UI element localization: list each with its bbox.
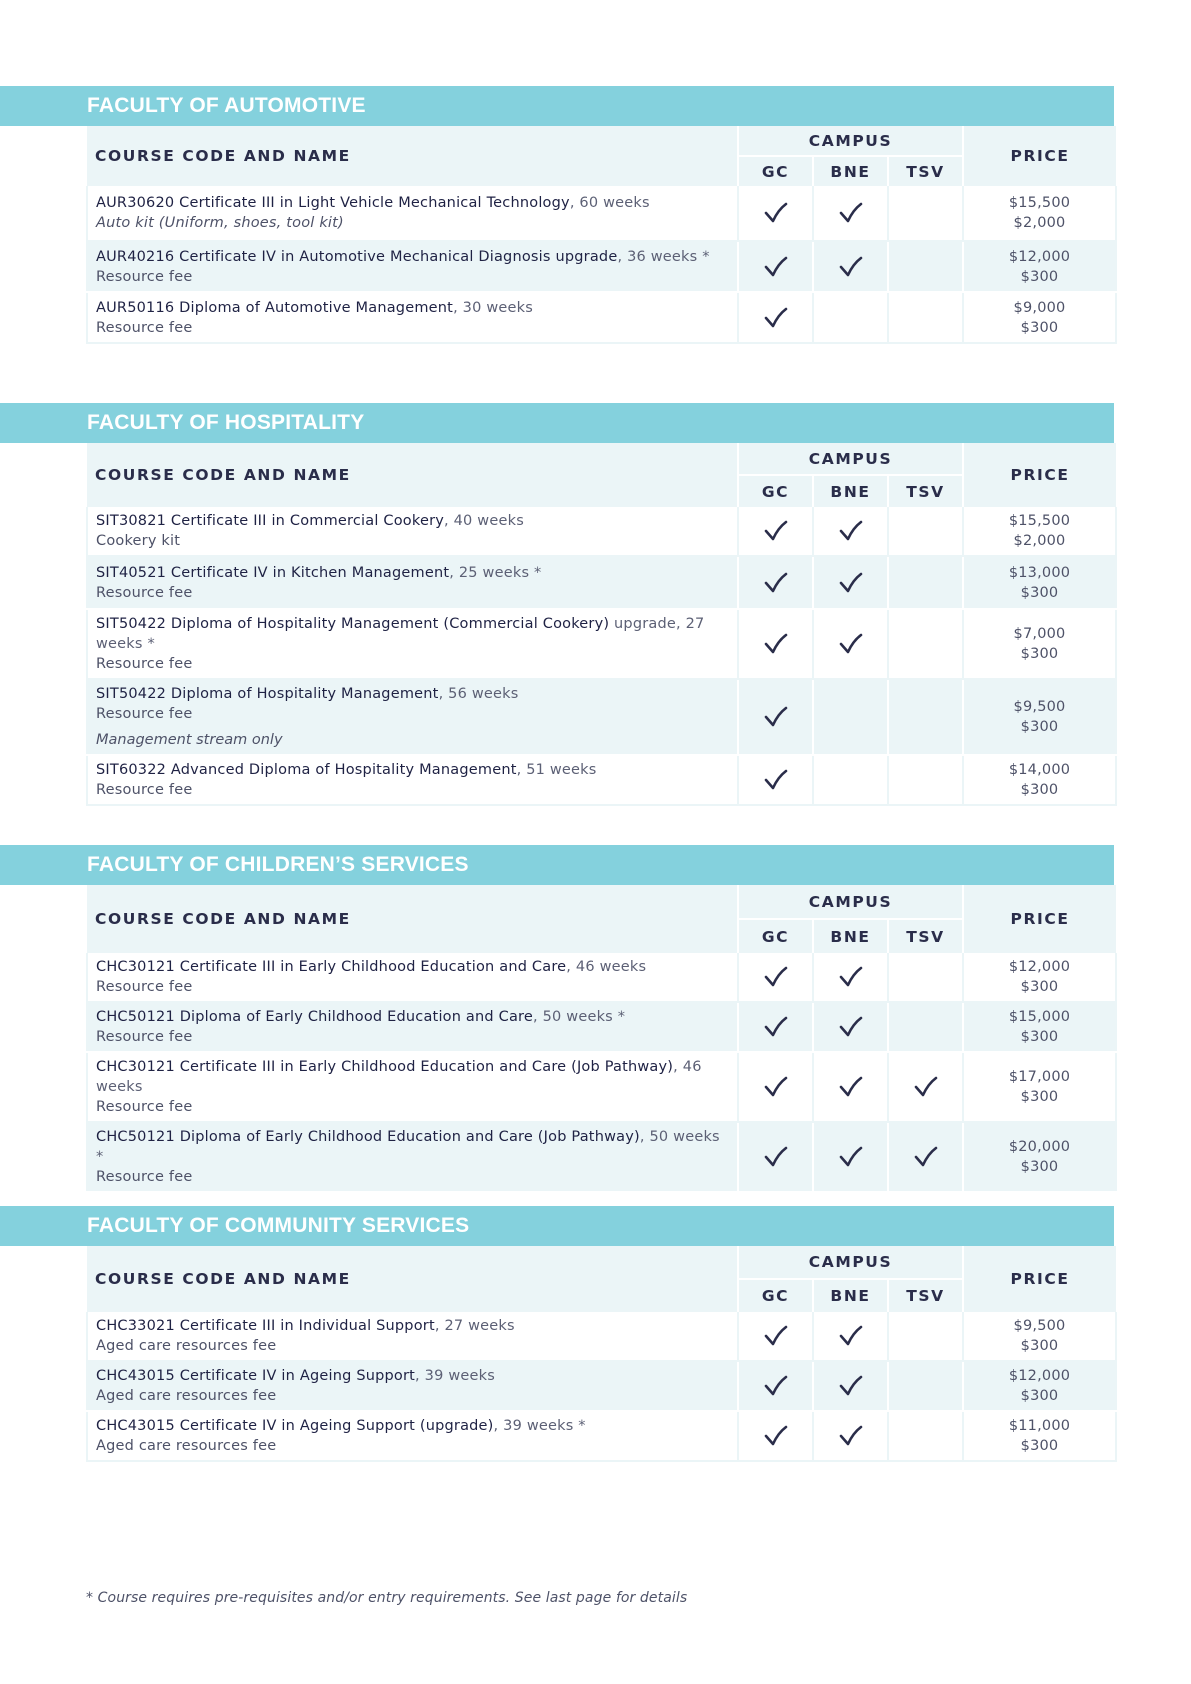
course-name-line xyxy=(96,1416,729,1436)
course-name-cell xyxy=(87,292,738,343)
campus-tsv-cell xyxy=(888,1122,963,1192)
campus-bne-cell xyxy=(813,953,888,1002)
course-name-cell xyxy=(87,556,738,609)
course-fee-label: Aged care resources fee xyxy=(96,1438,277,1454)
course-fee-label: Resource fee xyxy=(96,584,193,601)
course-row xyxy=(87,241,1116,292)
course-name-cell xyxy=(87,1361,738,1411)
course-duration: , 25 weeks * xyxy=(449,564,542,581)
course-row xyxy=(87,679,1116,755)
course-name-line xyxy=(96,1007,729,1027)
course-fee-label: Resource fee xyxy=(96,268,193,285)
price-cell xyxy=(963,1361,1116,1411)
course-column-header: COURSE CODE AND NAME xyxy=(87,885,738,953)
course-table xyxy=(86,443,1117,806)
course-duration: , 51 weeks xyxy=(516,762,597,778)
course-title: CHC43015 Certificate IV in Ageing Support xyxy=(96,1368,416,1384)
course-title: AUR50116 Diploma of Automotive Management xyxy=(96,299,454,316)
check-icon xyxy=(764,706,788,728)
course-row xyxy=(87,292,1116,343)
course-fee: $300 xyxy=(1020,1438,1059,1454)
campus-bne-cell xyxy=(813,507,888,556)
course-note: Management stream only xyxy=(96,732,283,748)
course-price: $17,000 xyxy=(1008,1069,1071,1085)
price-cell xyxy=(963,953,1116,1002)
price-cell xyxy=(963,507,1116,556)
campus-tsv-header: TSV xyxy=(888,475,963,507)
course-title: SIT60322 Advanced Diploma of Hospitality Management xyxy=(96,762,517,778)
price-column-header: PRICE xyxy=(963,1246,1116,1312)
course-price: $9,500 xyxy=(1013,1318,1066,1334)
campus-bne-cell xyxy=(813,292,888,343)
course-price: $15,500 xyxy=(1008,513,1071,529)
footnote: * Course requires pre-requisites and/or entry requirements. See last page for details xyxy=(86,1590,688,1606)
course-price: $12,000 xyxy=(1008,1368,1071,1384)
price-cell xyxy=(963,755,1116,805)
course-name-line xyxy=(96,760,729,780)
course-name-cell xyxy=(87,507,738,556)
course-duration: , 30 weeks xyxy=(453,299,533,316)
campus-tsv-header: TSV xyxy=(888,1279,963,1312)
campus-bne-header: BNE xyxy=(813,1279,888,1312)
course-name-line xyxy=(96,193,729,213)
campus-gc-cell xyxy=(738,1052,813,1122)
check-icon xyxy=(764,1375,788,1397)
course-row xyxy=(87,556,1116,609)
course-duration: , 40 weeks xyxy=(444,513,524,529)
campus-bne-cell xyxy=(813,755,888,805)
course-column-header: COURSE CODE AND NAME xyxy=(87,126,738,186)
course-title: SIT50422 Diploma of Hospitality Management (Commercial Cookery) xyxy=(96,616,610,632)
course-price: $14,000 xyxy=(1008,762,1071,778)
check-icon xyxy=(764,769,788,791)
course-duration: , 50 weeks * xyxy=(96,1129,720,1165)
campus-tsv-cell xyxy=(888,1411,963,1461)
campus-bne-cell xyxy=(813,609,888,679)
course-fee-label: Aged care resources fee xyxy=(96,1388,277,1404)
course-row xyxy=(87,1411,1116,1461)
faculty-section xyxy=(0,403,1114,806)
campus-bne-header: BNE xyxy=(813,919,888,953)
course-fee: $300 xyxy=(1020,782,1059,798)
check-icon xyxy=(914,1146,938,1168)
course-title: CHC33021 Certificate III in Individual Support xyxy=(96,1318,435,1334)
faculty-title: FACULTY OF COMMUNITY SERVICES xyxy=(0,1206,1114,1246)
course-column-header: COURSE CODE AND NAME xyxy=(87,1246,738,1312)
course-name-cell xyxy=(87,1411,738,1461)
course-name-cell xyxy=(87,755,738,805)
check-icon xyxy=(764,572,788,594)
course-title: SIT30821 Certificate III in Commercial Cookery xyxy=(96,513,445,529)
campus-column-header: CAMPUS xyxy=(738,1246,963,1279)
course-price: $15,000 xyxy=(1008,1009,1071,1025)
campus-gc-cell xyxy=(738,1312,813,1361)
check-icon xyxy=(839,1375,863,1397)
course-fee: $300 xyxy=(1020,1029,1059,1045)
course-fee: $300 xyxy=(1020,1388,1059,1404)
campus-gc-cell xyxy=(738,292,813,343)
campus-bne-cell xyxy=(813,1312,888,1361)
check-icon xyxy=(764,202,788,224)
course-name-line xyxy=(96,614,729,654)
campus-gc-cell xyxy=(738,507,813,556)
campus-bne-cell xyxy=(813,186,888,241)
course-fee: $300 xyxy=(1020,646,1059,662)
campus-gc-cell xyxy=(738,679,813,755)
course-fee: $2,000 xyxy=(1013,215,1066,231)
price-cell xyxy=(963,1002,1116,1052)
price-cell xyxy=(963,1312,1116,1361)
price-column-header: PRICE xyxy=(963,885,1116,953)
price-column-header: PRICE xyxy=(963,443,1116,507)
faculty-section xyxy=(0,1206,1114,1462)
campus-gc-cell xyxy=(738,953,813,1002)
course-fee-label: Aged care resources fee xyxy=(96,1338,277,1354)
course-fee-label: Resource fee xyxy=(96,979,193,995)
course-table xyxy=(86,885,1117,1193)
campus-tsv-cell xyxy=(888,1052,963,1122)
campus-gc-cell xyxy=(738,755,813,805)
course-row xyxy=(87,1002,1116,1052)
check-icon xyxy=(764,1016,788,1038)
course-row xyxy=(87,755,1116,805)
course-title: CHC50121 Diploma of Early Childhood Education and Care (Job Pathway) xyxy=(96,1129,640,1145)
course-title: CHC30121 Certificate III in Early Childhood Education and Care (Job Pathway) xyxy=(96,1059,674,1075)
course-name-line xyxy=(96,247,729,267)
course-row xyxy=(87,507,1116,556)
course-price: $13,000 xyxy=(1008,564,1071,581)
check-icon xyxy=(839,633,863,655)
check-icon xyxy=(914,1076,938,1098)
check-icon xyxy=(839,966,863,988)
campus-tsv-cell xyxy=(888,679,963,755)
campus-gc-cell xyxy=(738,1002,813,1052)
check-icon xyxy=(839,1076,863,1098)
campus-bne-cell xyxy=(813,556,888,609)
campus-column-header: CAMPUS xyxy=(738,885,963,919)
course-title: CHC50121 Diploma of Early Childhood Education and Care xyxy=(96,1009,533,1025)
course-name-cell xyxy=(87,241,738,292)
campus-tsv-cell xyxy=(888,241,963,292)
price-cell xyxy=(963,679,1116,755)
course-name-line xyxy=(96,1316,729,1336)
check-icon xyxy=(839,202,863,224)
course-fee-label: Resource fee xyxy=(96,1169,193,1185)
campus-bne-cell xyxy=(813,241,888,292)
course-title: CHC43015 Certificate IV in Ageing Support (upgrade) xyxy=(96,1418,494,1434)
campus-bne-cell xyxy=(813,1002,888,1052)
campus-tsv-cell xyxy=(888,507,963,556)
course-name-cell xyxy=(87,953,738,1002)
course-row xyxy=(87,1312,1116,1361)
course-row xyxy=(87,609,1116,679)
campus-column-header: CAMPUS xyxy=(738,443,963,475)
course-fee: $300 xyxy=(1020,719,1059,735)
campus-tsv-cell xyxy=(888,609,963,679)
faculty-section xyxy=(0,86,1114,344)
course-price: $15,500 xyxy=(1008,195,1071,211)
campus-tsv-header: TSV xyxy=(888,919,963,953)
course-fee-label: Resource fee xyxy=(96,656,193,672)
course-fee: $300 xyxy=(1020,319,1059,336)
price-cell xyxy=(963,186,1116,241)
faculty-title: FACULTY OF AUTOMOTIVE xyxy=(0,86,1114,126)
price-cell xyxy=(963,1052,1116,1122)
course-title: AUR30620 Certificate III in Light Vehicle Mechanical Technology xyxy=(96,195,570,211)
course-row xyxy=(87,1052,1116,1122)
course-price: $9,500 xyxy=(1013,699,1066,715)
faculty-title: FACULTY OF CHILDREN’S SERVICES xyxy=(0,845,1114,885)
campus-bne-cell xyxy=(813,1361,888,1411)
campus-bne-cell xyxy=(813,679,888,755)
course-title: SIT40521 Certificate IV in Kitchen Management xyxy=(96,564,450,581)
price-column-header: PRICE xyxy=(963,126,1116,186)
course-name-line xyxy=(96,1057,729,1097)
price-cell xyxy=(963,241,1116,292)
course-column-header: COURSE CODE AND NAME xyxy=(87,443,738,507)
campus-bne-cell xyxy=(813,1411,888,1461)
campus-gc-cell xyxy=(738,1361,813,1411)
course-title: SIT50422 Diploma of Hospitality Management xyxy=(96,686,439,702)
course-duration: , 50 weeks * xyxy=(533,1009,626,1025)
course-name-cell xyxy=(87,1052,738,1122)
check-icon xyxy=(764,256,788,278)
course-price: $12,000 xyxy=(1008,248,1071,265)
price-cell xyxy=(963,556,1116,609)
course-fee: $300 xyxy=(1020,584,1059,601)
course-name-cell xyxy=(87,186,738,241)
course-table xyxy=(86,126,1117,344)
check-icon xyxy=(839,1425,863,1447)
campus-tsv-cell xyxy=(888,186,963,241)
course-duration: , 46 weeks xyxy=(96,1059,702,1095)
course-price: $9,000 xyxy=(1013,299,1066,316)
course-price: $12,000 xyxy=(1008,959,1071,975)
check-icon xyxy=(839,256,863,278)
campus-gc-header: GC xyxy=(738,475,813,507)
course-title: AUR40216 Certificate IV in Automotive Mechanical Diagnosis upgrade xyxy=(96,248,618,265)
course-name-line xyxy=(96,563,729,583)
campus-gc-header: GC xyxy=(738,156,813,186)
check-icon xyxy=(839,1325,863,1347)
campus-tsv-cell xyxy=(888,1312,963,1361)
course-name-cell xyxy=(87,679,738,755)
course-duration: , 39 weeks * xyxy=(493,1418,586,1434)
course-fee: $300 xyxy=(1020,979,1059,995)
course-price: $11,000 xyxy=(1008,1418,1071,1434)
faculty-title: FACULTY OF HOSPITALITY xyxy=(0,403,1114,443)
course-price: $7,000 xyxy=(1013,626,1066,642)
campus-tsv-cell xyxy=(888,953,963,1002)
check-icon xyxy=(764,966,788,988)
check-icon xyxy=(764,633,788,655)
course-title: CHC30121 Certificate III in Early Childhood Education and Care xyxy=(96,959,567,975)
campus-gc-cell xyxy=(738,186,813,241)
course-fee: $300 xyxy=(1020,1089,1059,1105)
course-table xyxy=(86,1246,1117,1462)
check-icon xyxy=(839,572,863,594)
course-duration: , 39 weeks xyxy=(415,1368,495,1384)
course-name-cell xyxy=(87,609,738,679)
course-fee: $300 xyxy=(1020,268,1059,285)
check-icon xyxy=(764,1146,788,1168)
campus-gc-cell xyxy=(738,1411,813,1461)
course-name-line xyxy=(96,1127,729,1167)
campus-bne-cell xyxy=(813,1122,888,1192)
check-icon xyxy=(764,520,788,542)
check-icon xyxy=(764,1325,788,1347)
course-duration: , 60 weeks xyxy=(569,195,650,211)
course-row xyxy=(87,1122,1116,1192)
campus-tsv-cell xyxy=(888,755,963,805)
course-row xyxy=(87,1361,1116,1411)
course-duration: upgrade, 27 weeks * xyxy=(96,616,705,652)
campus-tsv-cell xyxy=(888,1361,963,1411)
course-row xyxy=(87,186,1116,241)
course-fee-label: Cookery kit xyxy=(96,533,181,549)
course-fee: $300 xyxy=(1020,1338,1059,1354)
course-fee-label: Resource fee xyxy=(96,1029,193,1045)
campus-gc-cell xyxy=(738,1122,813,1192)
check-icon xyxy=(764,1425,788,1447)
campus-bne-header: BNE xyxy=(813,475,888,507)
campus-tsv-cell xyxy=(888,292,963,343)
course-name-line xyxy=(96,298,729,318)
check-icon xyxy=(839,1146,863,1168)
course-name-cell xyxy=(87,1122,738,1192)
campus-gc-header: GC xyxy=(738,919,813,953)
check-icon xyxy=(764,307,788,329)
campus-tsv-cell xyxy=(888,556,963,609)
course-name-line xyxy=(96,957,729,977)
campus-tsv-cell xyxy=(888,1002,963,1052)
check-icon xyxy=(764,1076,788,1098)
course-duration: , 46 weeks xyxy=(566,959,647,975)
course-fee-label: Resource fee xyxy=(96,782,193,798)
price-cell xyxy=(963,609,1116,679)
course-fee: $300 xyxy=(1020,1159,1059,1175)
price-cell xyxy=(963,292,1116,343)
course-name-cell xyxy=(87,1312,738,1361)
course-duration: , 56 weeks xyxy=(438,686,519,702)
check-icon xyxy=(839,1016,863,1038)
campus-gc-cell xyxy=(738,241,813,292)
course-name-line xyxy=(96,684,729,704)
course-price: $20,000 xyxy=(1008,1139,1071,1155)
course-fee-label: Auto kit (Uniform, shoes, tool kit) xyxy=(96,215,344,231)
course-fee-label: Resource fee xyxy=(96,319,193,336)
campus-bne-header: BNE xyxy=(813,156,888,186)
campus-gc-cell xyxy=(738,556,813,609)
course-name-cell xyxy=(87,1002,738,1052)
campus-tsv-header: TSV xyxy=(888,156,963,186)
campus-gc-header: GC xyxy=(738,1279,813,1312)
check-icon xyxy=(839,520,863,542)
price-cell xyxy=(963,1411,1116,1461)
course-row xyxy=(87,953,1116,1002)
course-fee-label: Resource fee xyxy=(96,1099,193,1115)
campus-gc-cell xyxy=(738,609,813,679)
campus-column-header: CAMPUS xyxy=(738,126,963,156)
price-cell xyxy=(963,1122,1116,1192)
course-duration: , 27 weeks xyxy=(434,1318,515,1334)
course-name-line xyxy=(96,511,729,531)
faculty-section xyxy=(0,845,1114,1193)
course-fee-label: Resource fee xyxy=(96,706,193,722)
course-fee: $2,000 xyxy=(1013,533,1066,549)
course-name-line xyxy=(96,1366,729,1386)
campus-bne-cell xyxy=(813,1052,888,1122)
course-duration: , 36 weeks * xyxy=(617,248,710,265)
